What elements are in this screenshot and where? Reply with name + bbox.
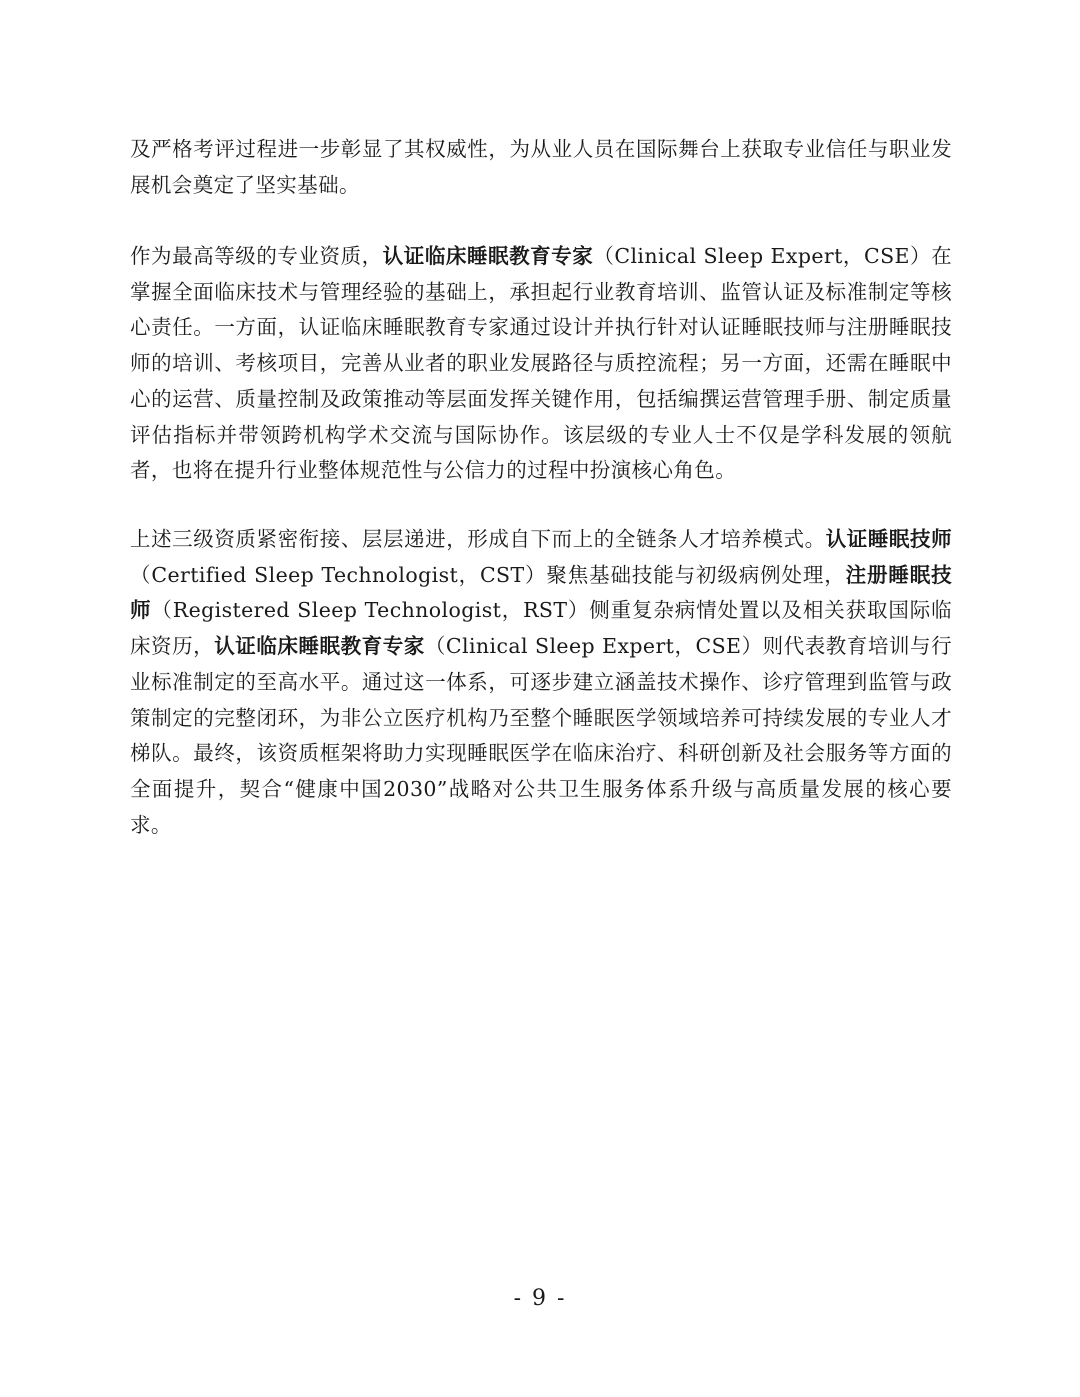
paragraph-2-text-body: （Clinical Sleep Expert，CSE）在掌握全面临床技术与管理经验的基础上，承担起行业教育培训、监管认证及标准制定等核心责任。一方面，认证临床睡眠教育专家通过设计并执行针对认证睡眠技师与注册睡眠技师的培训、考核项目，完善从业者的职业发展路径与质控流程；另一方面，还需在睡眠中心的运营、质量控制及政策推动等层面发挥关键作用，包括编撰运营管理手册、制定质量评估指标并带领跨机构学术交流与国际协作。该层级的专业人士不仅是学科发展的领航者，也将在提升行业整体规范性与公信力的过程中扮演核心角色。 <box>130 244 952 483</box>
paragraph-3-bold-term-cse: 认证临床睡眠教育专家 <box>214 634 425 659</box>
paragraph-3-bold-term-rst: 注册睡眠技师 <box>130 562 952 623</box>
paragraph-3-text-intro: 上述三级资质紧密衔接、层层递进，形成自下而上的全链条人才培养模式。 <box>130 527 826 551</box>
paragraph-3-bold-term-cst: 认证睡眠技师 <box>825 527 952 551</box>
paragraph-2-bold-term: 认证临床睡眠教育专家 <box>382 244 594 268</box>
paragraph-3-text-cst: （Certified Sleep Technologist，CST）聚焦基础技能与初级病例处理， <box>130 562 846 587</box>
paragraph-3-text-cse: （Clinical Sleep Expert，CSE）则代表教育培训与行业标准制定的至高水平。通过这一体系，可逐步建立涵盖技术操作、诊疗管理到监管与政策制定的完整闭环，为非公立医疗机构乃至整个睡眠医学领域培养可持续发展的专业人才梯队。最终，该资质框架将助力实现睡眠医学在临床治疗、科研创新及社会服务等方面的全面提升，契合“健康中国2030”战略对公共卫生服务体系升级与高质量发展的核心要求。 <box>130 634 953 837</box>
paragraph-1-text: 及严格考评过程进一步彰显了其权威性，为从业人员在国际舞台上获取专业信任与职业发展机会奠定了坚实基础。 <box>130 137 952 197</box>
page-number: - 9 - <box>513 1286 567 1311</box>
paragraph-2-text-intro: 作为最高等级的专业资质， <box>130 244 383 268</box>
paragraph-3-text-rst: （Registered Sleep Technologist，RST）侧重复杂病情处置以及相关获取国际临床资历， <box>130 598 952 659</box>
paragraph-2 <box>130 239 952 489</box>
paragraph-1 <box>130 132 952 203</box>
paragraph-3 <box>130 522 952 843</box>
